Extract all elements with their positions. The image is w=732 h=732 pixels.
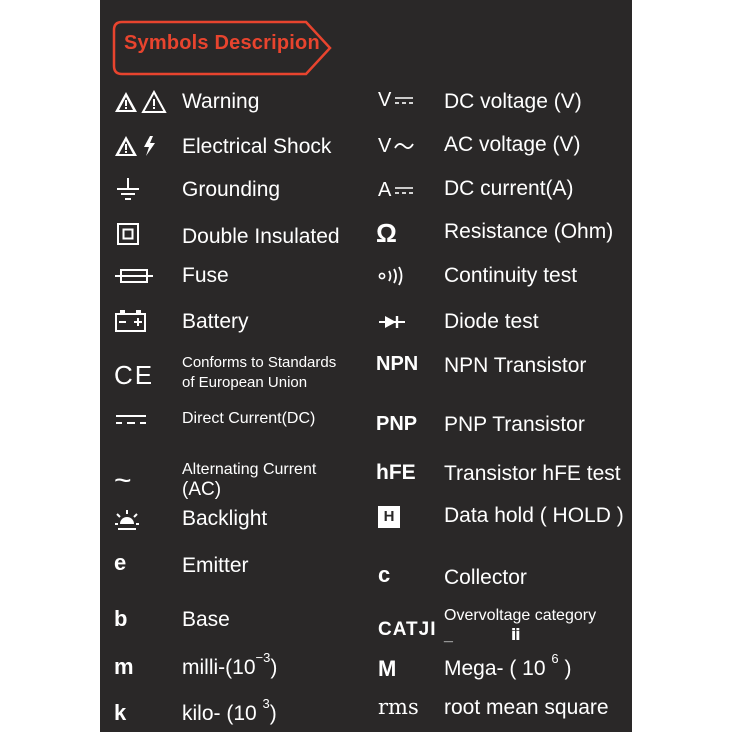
collector-symbol: c <box>378 562 391 587</box>
warning-label: Warning <box>182 90 260 113</box>
symbols-panel <box>100 0 632 732</box>
warning-icon <box>114 90 170 114</box>
kilo-symbol: k <box>114 700 127 725</box>
alternating-current-icon: ~ <box>114 464 132 497</box>
pnp-symbol: PNP <box>376 413 418 435</box>
direct-current-icon <box>114 412 148 428</box>
milli-suffix: ) <box>270 656 278 679</box>
dc-voltage-symbol: V <box>378 89 392 111</box>
diode-icon <box>378 314 406 330</box>
mega-label <box>444 651 572 680</box>
overvoltage-dash: _ <box>444 627 453 644</box>
grounding-icon <box>114 176 144 204</box>
backlight-label: Backlight <box>182 507 268 530</box>
mega-exponent: 6 <box>551 651 559 666</box>
backlight-icon <box>114 508 140 532</box>
kilo-prefix: kilo- (10 <box>182 702 263 725</box>
dc-voltage-label: DC voltage (V) <box>444 90 582 113</box>
mega-symbol: M <box>378 656 397 681</box>
data-hold-label: Data hold ( HOLD ) <box>444 504 624 527</box>
rms-symbol: rms <box>378 695 419 719</box>
ce-label-line2: of European Union <box>182 374 308 392</box>
dc-current-symbol: A <box>378 179 392 201</box>
mega-suffix: ) <box>558 657 572 680</box>
continuity-icon <box>378 266 408 286</box>
kilo-suffix: ) <box>269 702 277 725</box>
dc-current-label: DC current(A) <box>444 177 574 200</box>
npn-label: NPN Transistor <box>444 354 587 377</box>
milli-symbol: m <box>114 654 134 679</box>
pnp-label: PNP Transistor <box>444 413 585 436</box>
electrical-shock-icon <box>114 134 164 158</box>
hfe-label: Transistor hFE test <box>444 462 621 485</box>
ac-label-line1: Alternating Current <box>182 461 317 478</box>
continuity-label: Continuity test <box>444 264 578 287</box>
resistance-label: Resistance (Ohm) <box>444 220 614 243</box>
ac-voltage-label: AC voltage (V) <box>444 133 581 156</box>
emitter-label: Emitter <box>182 554 249 577</box>
direct-current-label: Direct Current(DC) <box>182 410 316 427</box>
milli-prefix: milli-(10 <box>182 656 256 679</box>
npn-symbol: NPN <box>376 353 419 375</box>
battery-icon <box>114 308 148 334</box>
ac-label-line2: (AC) <box>182 479 222 501</box>
fuse-icon <box>114 266 154 286</box>
fuse-label: Fuse <box>182 264 229 287</box>
ac-voltage-icon <box>394 140 414 152</box>
overvoltage-label-line1: Overvoltage category <box>444 607 597 624</box>
dc-voltage-icon <box>394 96 414 106</box>
data-hold-icon: H <box>378 506 400 528</box>
grounding-label: Grounding <box>182 178 281 201</box>
dc-current-icon <box>394 186 414 196</box>
milli-exponent: −3 <box>255 650 271 665</box>
double-insulated-icon <box>116 222 140 246</box>
resistance-icon: Ω <box>376 218 397 248</box>
electrical-shock-label: Electrical Shock <box>182 135 332 158</box>
rms-label: root mean square <box>444 696 609 719</box>
emitter-symbol: e <box>114 550 127 575</box>
base-label: Base <box>182 608 230 631</box>
double-insulated-label: Double Insulated <box>182 225 340 248</box>
ac-voltage-symbol: V <box>378 135 392 157</box>
base-symbol: b <box>114 606 128 631</box>
cat-symbol: CATJI <box>378 619 437 640</box>
kilo-exponent: 3 <box>262 696 270 711</box>
overvoltage-numeral: ⅱ <box>510 627 521 644</box>
hfe-symbol: hFE <box>376 461 416 484</box>
ac-label <box>182 460 316 502</box>
milli-label <box>182 650 278 679</box>
diode-label: Diode test <box>444 310 539 333</box>
mega-prefix: Mega- ( 10 <box>444 657 552 680</box>
collector-label: Collector <box>444 566 527 589</box>
battery-label: Battery <box>182 310 249 333</box>
ce-label-line1: Conforms to Standards <box>182 354 337 371</box>
overvoltage-label <box>444 606 596 646</box>
kilo-label <box>182 696 277 725</box>
ce-label <box>182 353 336 394</box>
header-title: Symbols Descripion <box>124 32 320 54</box>
ce-mark-icon: CE <box>114 360 155 390</box>
